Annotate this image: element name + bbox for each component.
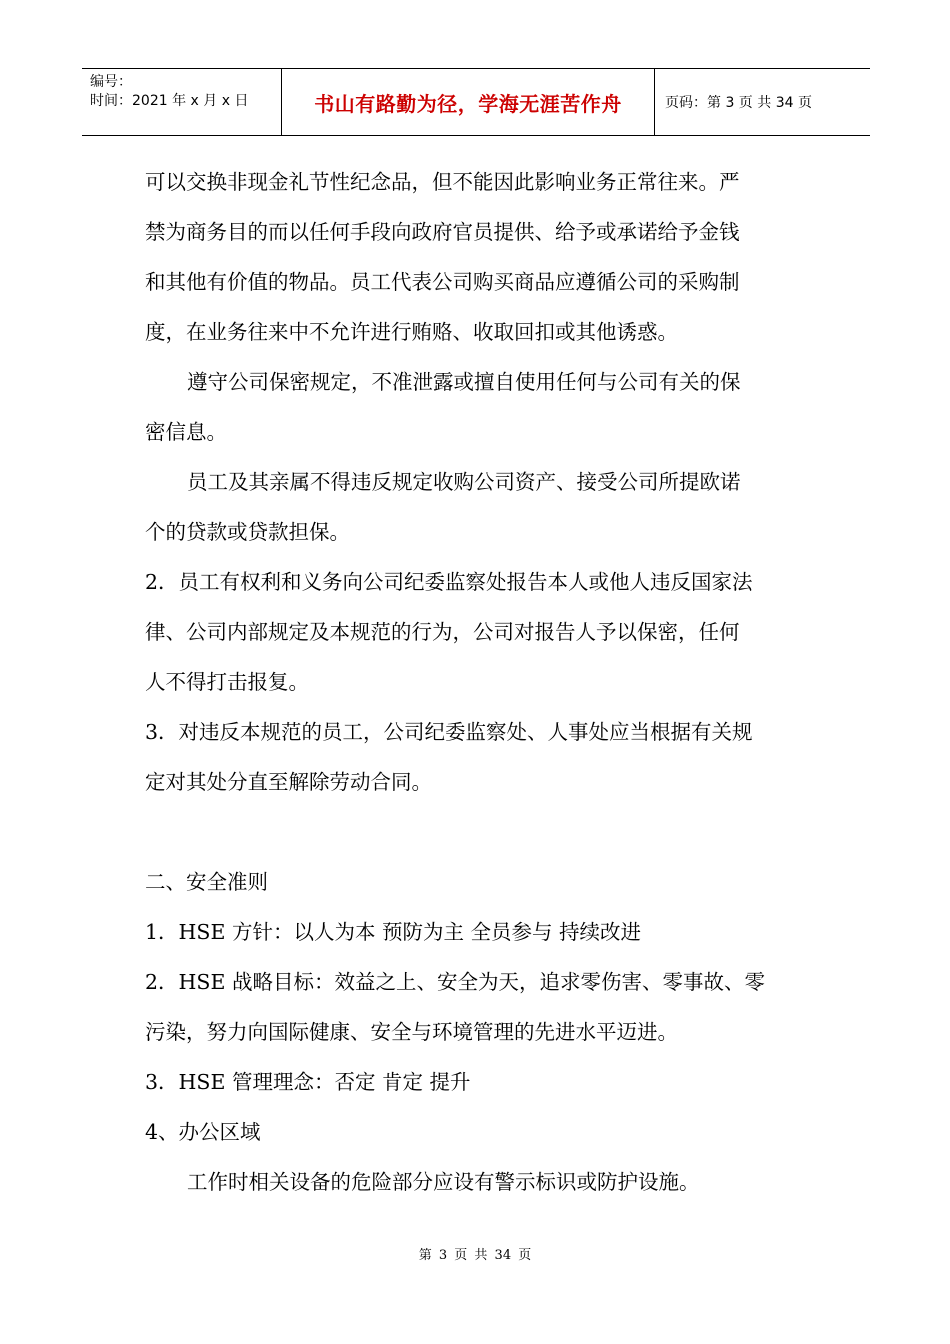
paragraph-line: 禁为商务目的而以任何手段向政府官员提供、给予或承诺给予金钱: [145, 220, 740, 244]
page-footer: 第 3 页 共 34 页: [418, 1248, 532, 1263]
header-motto: 书山有路勤为径，学海无涯苦作舟: [282, 69, 655, 135]
paragraph-line: 遵守公司保密规定，不准泄露或擅自使用任何与公司有关的保: [187, 370, 741, 394]
paragraph-line: 员工及其亲属不得违反规定收购公司资产、接受公司所提欧诺: [187, 470, 741, 494]
paragraph-line: 工作时相关设备的危险部分应设有警示标识或防护设施。: [187, 1170, 700, 1194]
paragraph-line: 3．HSE 管理理念：否定 肯定 提升: [145, 1070, 471, 1094]
paragraph-line: 3．对违反本规范的员工，公司纪委监察处、人事处应当根据有关规: [145, 720, 753, 744]
blank-line: [145, 807, 807, 857]
paragraph-line: 密信息。: [145, 420, 227, 444]
document-number-label: 编号：: [90, 74, 132, 90]
paragraph-line: 度，在业务往来中不允许进行贿赂、收取回扣或其他诱惑。: [145, 320, 678, 344]
section-heading: 二、安全准则: [145, 870, 268, 894]
paragraph-line: 律、公司内部规定及本规范的行为，公司对报告人予以保密，任何: [145, 620, 740, 644]
paragraph-line: 和其他有价值的物品。员工代表公司购买商品应遵循公司的采购制: [145, 270, 740, 294]
paragraph-line: 可以交换非现金礼节性纪念品，但不能因此影响业务正常往来。严: [145, 170, 740, 194]
paragraph-line: 污染，努力向国际健康、安全与环境管理的先进水平迈进。: [145, 1020, 678, 1044]
paragraph-line: 个的贷款或贷款担保。: [145, 520, 350, 544]
document-date: 时间：2021 年 x 月 x 日: [90, 93, 249, 109]
subsection-heading: 4、办公区域: [145, 1120, 261, 1144]
page-header: [82, 68, 870, 136]
paragraph-line: 2．员工有权利和义务向公司纪委监察处报告本人或他人违反国家法: [145, 570, 753, 594]
paragraph-line: 2．HSE 战略目标：效益之上、安全为天，追求零伤害、零事故、零: [145, 970, 765, 994]
document-body: [145, 157, 807, 1207]
paragraph-line: 定对其处分直至解除劳动合同。: [145, 770, 432, 794]
header-page-info: 页码：第 3 页 共 34 页: [665, 95, 812, 111]
paragraph-line: 1．HSE 方针：以人为本 预防为主 全员参与 持续改进: [145, 920, 641, 944]
header-meta: [82, 69, 282, 135]
paragraph-line: 人不得打击报复。: [145, 670, 309, 694]
